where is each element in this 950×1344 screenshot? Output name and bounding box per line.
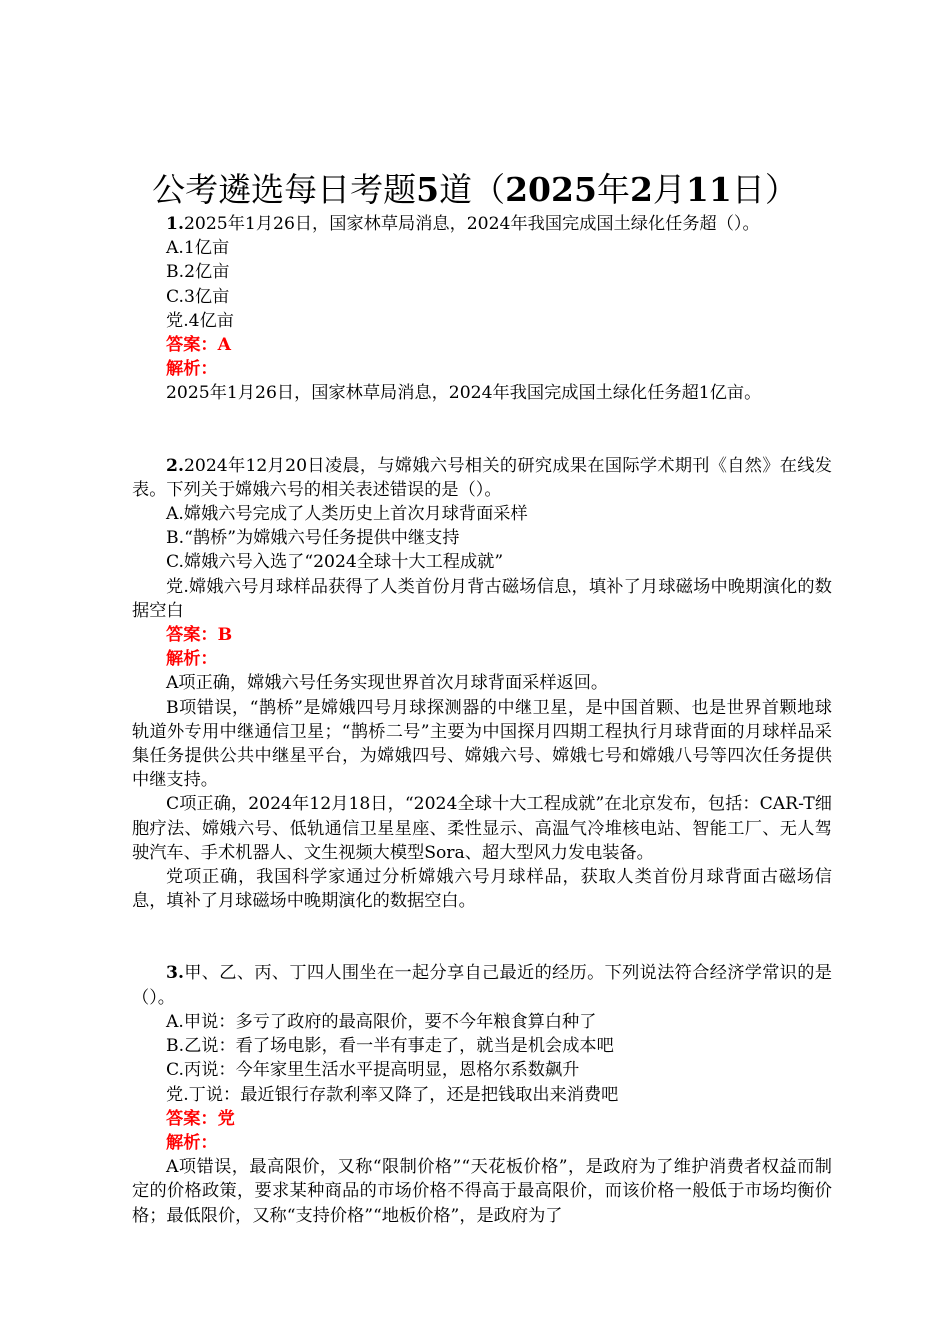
title-m: 月 <box>652 170 686 209</box>
question-number: 3. <box>166 963 184 984</box>
answer-label: 答案：B <box>166 625 233 646</box>
analysis-label: 解析： <box>166 649 218 670</box>
option-b: B.乙说：看了场电影，看一半有事走了，就当是机会成本吧 <box>166 1036 614 1057</box>
title-month: 2 <box>629 170 653 209</box>
analysis-paragraph: 党项正确，我国科学家通过分析嫦娥六号月球样品，获取人类首份月球背面古磁场信息，填补了月球磁场中晚期演化的数据空白。 <box>132 867 832 912</box>
question-text: 2025年1月26日，国家林草局消息，2024年我国完成国土绿化任务超（）。 <box>183 214 760 234</box>
title-day: 11 <box>685 170 732 209</box>
option-b: B.“鹊桥”为嫦娥六号任务提供中继支持 <box>166 528 460 549</box>
option-d: 党.丁说：最近银行存款利率又降了，还是把钱取出来消费吧 <box>166 1084 619 1105</box>
option-a: A.甲说：多亏了政府的最高限价，要不今年粮食算白种了 <box>166 1011 597 1032</box>
question-text: 甲、乙、丙、丁四人围坐在一起分享自己最近的经历。下列说法符合经济学常识的是（）。 <box>132 963 832 1008</box>
title-count: 5 <box>416 170 440 209</box>
option-c: C.丙说：今年家里生活水平提高明显，恩格尔系数飙升 <box>166 1060 580 1081</box>
question-list <box>132 212 832 1228</box>
analysis-paragraph: 2025年1月26日，国家林草局消息，2024年我国完成国土绿化任务超1亿亩。 <box>166 383 762 404</box>
option-c: C.3亿亩 <box>166 286 230 307</box>
analysis-label: 解析： <box>166 359 218 380</box>
option-d: 党.嫦娥六号月球样品获得了人类首份月背古磁场信息，填补了月球磁场中晚期演化的数据空白 <box>132 576 832 621</box>
option-a: A.1亿亩 <box>166 238 230 259</box>
option-c: C.嫦娥六号入选了“2024全球十大工程成就” <box>166 552 504 573</box>
option-a: A.嫦娥六号完成了人类历史上首次月球背面采样 <box>166 504 528 525</box>
question-stem <box>132 454 832 502</box>
question-number: 1. <box>166 214 184 234</box>
answer-label: 答案：党 <box>166 1108 235 1129</box>
title-d: 日） <box>731 170 798 209</box>
analysis-paragraph: A项正确，嫦娥六号任务实现世界首次月球背面采样返回。 <box>166 673 609 694</box>
title-year: 2025 <box>505 170 597 209</box>
question-stem <box>132 212 832 236</box>
title-prefix: 公考遴选每日考题 <box>152 170 417 209</box>
analysis-label: 解析： <box>166 1132 218 1153</box>
question-number: 2. <box>166 455 184 476</box>
analysis-paragraph: A项错误，最高限价，又称“限制价格”“天花板价格”，是政府为了维护消费者权益而制定的价格政策，要求某种商品的市场价格不得高于最高限价，而该价格一般低于市场均衡价格；最低限价，又称“支持价格”“地板价格”，是政府为了 <box>132 1157 832 1226</box>
question-stem <box>132 961 832 1009</box>
answer-label: 答案：A <box>166 335 231 356</box>
spacer <box>132 937 832 961</box>
page-title <box>0 168 950 212</box>
analysis-paragraph: B项错误，“鹊桥”是嫦娥四号月球探测器的中继卫星，是中国首颗、也是世界首颗地球轨道外专用中继通信卫星；“鹊桥二号”主要为中国探月四期工程执行月球背面的月球样品采集任务提供公共中继星平台，为嫦娥四号、嫦娥六号、嫦娥七号和嫦娥八号等四次任务提供中继支持。 <box>132 697 832 791</box>
option-d: 党.4亿亩 <box>166 310 234 331</box>
spacer <box>132 430 832 454</box>
analysis-paragraph: C项正确，2024年12月18日，“2024全球十大工程成就”在北京发布，包括：CAR-T细胞疗法、嫦娥六号、低轨通信卫星星座、柔性显示、高温气冷堆核电站、智能工厂、无人驾驶汽车、手术机器人、文生视频大模型Sora、超大型风力发电装备。 <box>132 794 832 863</box>
title-mid: 道（ <box>439 170 506 209</box>
spacer <box>132 406 832 430</box>
option-b: B.2亿亩 <box>166 262 230 283</box>
title-y: 年 <box>596 170 630 209</box>
spacer <box>132 913 832 937</box>
question-text: 2024年12月20日凌晨，与嫦娥六号相关的研究成果在国际学术期刊《自然》在线发表。下列关于嫦娥六号的相关表述错误的是（）。 <box>132 455 832 500</box>
